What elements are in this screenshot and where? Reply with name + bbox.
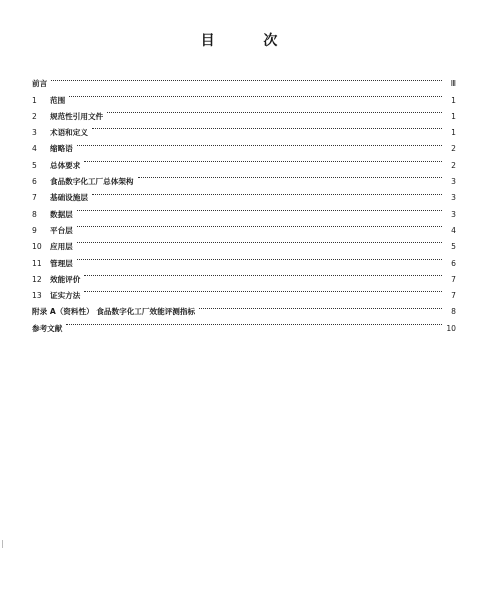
toc-entry-general-requirements[interactable]: [32, 151, 456, 170]
toc-page-number: 4: [451, 225, 456, 235]
toc-leader-dots: [138, 168, 442, 184]
toc-entry-label: 范围: [50, 95, 66, 105]
toc-entry-label: 总体要求: [50, 160, 81, 170]
toc-page-number: 2: [451, 144, 456, 154]
toc-leader-dots: [66, 314, 442, 330]
toc-entry-number: 1: [32, 95, 37, 105]
toc-page-number: 1: [451, 111, 456, 121]
toc-entry-application-layer[interactable]: [32, 233, 456, 252]
toc-entry-normative-references[interactable]: [32, 103, 456, 119]
page-title: 目 次: [200, 33, 300, 49]
toc-entry-label: 管理层: [50, 258, 73, 268]
toc-leader-dots: [84, 151, 442, 167]
toc-entry-performance-evaluation[interactable]: [32, 266, 456, 282]
toc-leader-dots: [84, 282, 442, 298]
toc-entry-abbreviations[interactable]: [32, 135, 456, 154]
toc-entry-infrastructure-layer[interactable]: [32, 184, 456, 203]
toc-entry-number: 7: [32, 193, 37, 203]
toc-page-number: 5: [451, 242, 456, 252]
toc-leader-dots: [84, 266, 442, 282]
toc-entry-management-layer[interactable]: [32, 249, 456, 268]
toc-leader-dots: [92, 184, 442, 200]
toc-entry-number: 9: [32, 225, 37, 235]
toc-entry-number: 6: [32, 177, 37, 187]
toc-entry-appendix-a[interactable]: [32, 298, 456, 317]
toc-page-number: 10: [446, 323, 456, 333]
toc-entry-label: 参考文献: [32, 323, 63, 333]
toc-entry-bibliography[interactable]: [32, 314, 456, 333]
toc-leader-dots: [92, 119, 442, 135]
toc-entry-label: 平台层: [50, 225, 73, 235]
toc-leader-dots: [77, 217, 442, 233]
margin-mark: [2, 540, 3, 548]
toc-page-number: 7: [451, 274, 456, 284]
toc-leader-dots: [77, 135, 442, 151]
toc-entry-number: 2: [32, 111, 37, 121]
toc-entry-label: 食品数字化工厂总体架构: [50, 177, 134, 187]
toc-entry-number: 13: [32, 291, 42, 301]
toc-entry-terms-definitions[interactable]: [32, 119, 456, 138]
toc-entry-scope[interactable]: [32, 86, 456, 105]
toc-page-number: 2: [451, 160, 456, 170]
toc-page-number: 6: [451, 258, 456, 268]
toc-entry-label: 基础设施层: [50, 193, 88, 203]
toc-page-number: 3: [451, 209, 456, 219]
toc-page-number: 7: [451, 291, 456, 301]
toc-entry-number: 8: [32, 209, 37, 219]
toc-entry-label: 应用层: [50, 242, 73, 252]
toc-entry-number: 4: [32, 144, 37, 154]
toc-entry-label: 缩略语: [50, 144, 73, 154]
toc-entry-label: 规范性引用文件: [50, 111, 104, 121]
toc-leader-dots: [51, 70, 442, 86]
toc-leader-dots: [69, 86, 442, 102]
toc-entry-number: 5: [32, 160, 37, 170]
toc-leader-dots: [77, 200, 442, 216]
toc-entry-foreword[interactable]: [32, 70, 456, 89]
toc-page-number: 8: [451, 307, 456, 317]
toc-page-number: 3: [451, 193, 456, 203]
toc-entry-data-layer[interactable]: [32, 200, 456, 219]
toc-entry-verification-methods[interactable]: [32, 282, 456, 301]
toc-entry-label: 附录 A（资料性） 食品数字化工厂效能评测指标: [32, 307, 196, 317]
toc-entry-label: 证实方法: [50, 291, 81, 301]
toc-entry-label: 数据层: [50, 209, 73, 219]
toc-entry-label: 前言: [32, 79, 48, 89]
toc-leader-dots: [199, 298, 442, 314]
toc-entry-platform-layer[interactable]: [32, 217, 456, 233]
toc-entry-number: 11: [32, 258, 42, 268]
toc-leader-dots: [107, 103, 442, 119]
toc-page-number: 1: [451, 95, 456, 105]
table-of-contents: [32, 70, 456, 331]
toc-entry-label: 术语和定义: [50, 128, 88, 138]
toc-entry-overall-architecture[interactable]: [32, 168, 456, 187]
toc-page-number: 1: [451, 128, 456, 138]
toc-entry-number: 12: [32, 274, 42, 284]
toc-entry-number: 3: [32, 128, 37, 138]
toc-page-number: 3: [451, 177, 456, 187]
toc-leader-dots: [77, 249, 442, 265]
toc-entry-number: 10: [32, 242, 42, 252]
toc-leader-dots: [77, 233, 442, 249]
toc-page-number: Ⅲ: [450, 79, 456, 89]
toc-entry-label: 效能评价: [50, 274, 81, 284]
